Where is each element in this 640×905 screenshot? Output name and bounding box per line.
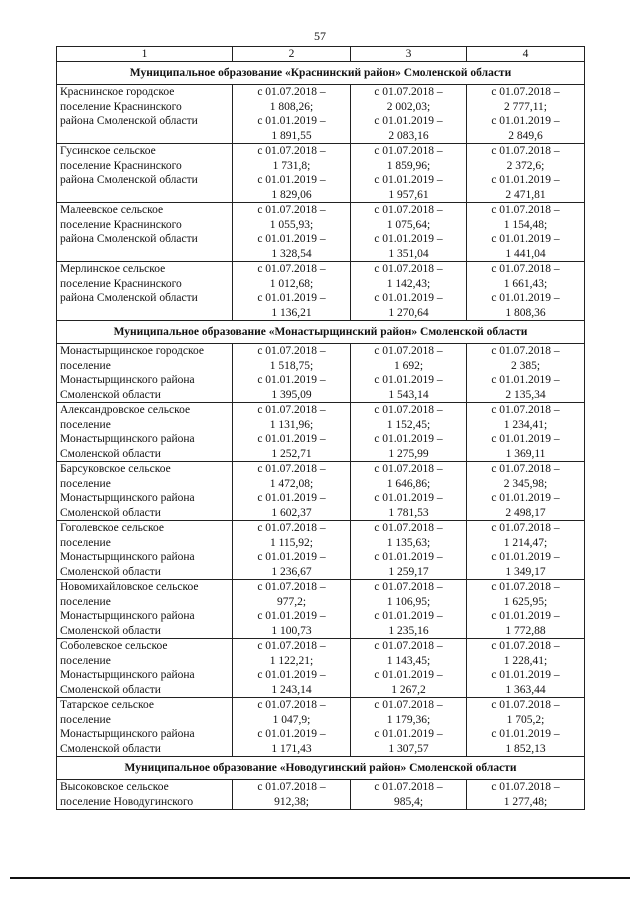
tariff-value-line: 1 277,48; (503, 795, 548, 808)
tariff-value-line: с 01.01.2019 – (491, 174, 560, 186)
tariff-value-line: 1 602,37 (271, 506, 312, 519)
tariff-value-line: с 01.07.2018 – (257, 781, 326, 793)
tariff-value-line: 1 957,61 (388, 188, 429, 201)
tariff-value-line: с 01.07.2018 – (374, 404, 443, 416)
page-number: 57 (314, 29, 326, 43)
tariff-cell-c2 (233, 85, 351, 144)
tariff-cell-c4 (467, 262, 585, 321)
tariff-value-line: с 01.01.2019 – (491, 492, 560, 504)
tariff-value-line: 1 106,95; (386, 595, 431, 608)
tariff-value-line: с 01.01.2019 – (491, 551, 560, 563)
tariff-value-line: с 01.07.2018 – (491, 699, 560, 711)
tariff-value-line: 1 252,71 (271, 447, 312, 460)
settlement-name-line: Монастырщинского района (60, 492, 195, 504)
tariff-value-line: 985,4; (393, 795, 424, 808)
tariff-cell-c2 (233, 580, 351, 639)
settlement-name-line: поселение Новодугинского (60, 795, 194, 808)
tariff-value-line: 2 385; (510, 359, 541, 372)
column-header: 3 (351, 47, 467, 62)
tariff-value-line: с 01.07.2018 – (491, 581, 560, 593)
table-row (57, 580, 585, 639)
tariff-value-line: 1 055,93; (269, 218, 314, 231)
tariff-value-line: с 01.01.2019 – (374, 233, 443, 245)
tariff-value-line: 1 646,86; (386, 477, 431, 490)
tariff-value-line: 2 372,6; (506, 159, 545, 172)
tariff-cell-c4 (467, 144, 585, 203)
tariff-value-line: 1 122,21; (269, 654, 314, 667)
settlement-name-line: района Смоленской области (60, 233, 198, 245)
tariff-value-line: 1 441,04 (505, 247, 546, 260)
table-row (57, 521, 585, 580)
settlement-name-cell (57, 780, 233, 810)
settlement-name-line: Высоковское сельское (60, 781, 169, 793)
tariff-value-line: с 01.07.2018 – (374, 581, 443, 593)
tariff-value-line: с 01.07.2018 – (257, 404, 326, 416)
tariff-value-line: с 01.01.2019 – (374, 115, 443, 127)
table-row (57, 698, 585, 757)
tariff-value-line: 1 270,64 (388, 306, 429, 319)
tariff-value-line: с 01.07.2018 – (374, 145, 443, 157)
tariff-value-line: с 01.07.2018 – (491, 404, 560, 416)
tariff-cell-c4 (467, 580, 585, 639)
page-bottom-rule (10, 877, 630, 879)
tariff-cell-c3 (351, 639, 467, 698)
settlement-name-line: Гусинское сельское (60, 145, 156, 157)
tariff-value-line: с 01.01.2019 – (491, 610, 560, 622)
tariff-cell-c3 (351, 462, 467, 521)
tariff-cell-c2 (233, 639, 351, 698)
tariff-value-line: 1 543,14 (388, 388, 429, 401)
tariff-value-line: с 01.07.2018 – (257, 204, 326, 216)
tariff-value-line: с 01.01.2019 – (374, 551, 443, 563)
tariff-value-line: с 01.01.2019 – (374, 492, 443, 504)
tariff-cell-c3 (351, 85, 467, 144)
tariff-cell-c3 (351, 580, 467, 639)
settlement-name-cell (57, 403, 233, 462)
table-row (57, 344, 585, 403)
tariff-value-line: с 01.01.2019 – (257, 115, 326, 127)
settlement-name-line: Монастырщинского района (60, 551, 195, 563)
tariff-value-line: с 01.01.2019 – (374, 433, 443, 445)
tariff-value-line: с 01.01.2019 – (374, 292, 443, 304)
settlement-name-line: Монастырщинское городское (60, 345, 204, 357)
settlement-name-line: Татарское сельское (60, 699, 154, 711)
tariff-value-line: с 01.07.2018 – (491, 522, 560, 534)
settlement-name-line: Монастырщинского района (60, 610, 195, 622)
tariff-value-line: с 01.07.2018 – (257, 263, 326, 275)
tariff-value-line: 1 179,36; (386, 713, 431, 726)
settlement-name-line: поселение (60, 654, 111, 667)
tariff-value-line: 1 518,75; (269, 359, 314, 372)
tariff-value-line: с 01.01.2019 – (491, 728, 560, 740)
section-title: Муниципальное образование «Монастырщинский район» Смоленской области (57, 321, 585, 344)
settlement-name-line: Смоленской области (60, 447, 161, 460)
tariff-value-line: 1 275,99 (388, 447, 429, 460)
tariff-value-line: 1 625,95; (503, 595, 548, 608)
tariff-value-line: с 01.07.2018 – (257, 699, 326, 711)
table-row (57, 462, 585, 521)
tariff-value-line: 2 471,81 (505, 188, 546, 201)
tariff-value-line: 1 328,54 (271, 247, 312, 260)
tariff-value-line: с 01.07.2018 – (491, 640, 560, 652)
settlement-name-cell (57, 85, 233, 144)
tariff-value-line: с 01.01.2019 – (257, 551, 326, 563)
tariff-cell-c2 (233, 698, 351, 757)
settlement-name-line: Барсуковское сельское (60, 463, 171, 475)
tariff-cell-c4 (467, 403, 585, 462)
settlement-name-line: поселение Краснинского (60, 100, 182, 113)
tariff-value-line: с 01.01.2019 – (257, 433, 326, 445)
tariff-value-line: с 01.07.2018 – (374, 204, 443, 216)
tariff-value-line: 1 891,55 (271, 129, 312, 142)
tariff-value-line: с 01.07.2018 – (491, 345, 560, 357)
tariff-value-line: 1 243,14 (271, 683, 312, 696)
tariff-cell-c2 (233, 403, 351, 462)
tariff-cell-c4 (467, 85, 585, 144)
tariff-value-line: 2 345,98; (503, 477, 548, 490)
column-header: 4 (467, 47, 585, 62)
tariff-value-line: 1 259,17 (388, 565, 429, 578)
tariff-value-line: с 01.01.2019 – (257, 174, 326, 186)
section-heading-row (57, 757, 585, 780)
tariff-value-line: с 01.01.2019 – (257, 610, 326, 622)
tariff-cell-c4 (467, 698, 585, 757)
settlement-name-line: поселение (60, 477, 111, 490)
tariff-value-line: 1 349,17 (505, 565, 546, 578)
tariff-value-line: 1 214,47; (503, 536, 548, 549)
tariff-value-line: с 01.01.2019 – (374, 669, 443, 681)
tariff-value-line: 1 136,21 (271, 306, 312, 319)
tariff-value-line: 1 369,11 (505, 447, 546, 460)
tariff-value-line: 1 142,43; (386, 277, 431, 290)
tariff-value-line: с 01.07.2018 – (374, 345, 443, 357)
tariff-value-line: 1 143,45; (386, 654, 431, 667)
tariff-value-line: с 01.01.2019 – (491, 292, 560, 304)
settlement-name-cell (57, 521, 233, 580)
tariff-value-line: 912,38; (274, 795, 309, 808)
tariff-value-line: 2 498,17 (505, 506, 546, 519)
tariff-cell-c4 (467, 462, 585, 521)
settlement-name-line: поселение (60, 359, 111, 372)
tariff-value-line: с 01.07.2018 – (257, 463, 326, 475)
tariff-value-line: с 01.01.2019 – (491, 374, 560, 386)
tariff-value-line: 1 047,9; (272, 713, 311, 726)
tariff-value-line: с 01.01.2019 – (257, 669, 326, 681)
tariff-value-line: 1 351,04 (388, 247, 429, 260)
tariff-cell-c3 (351, 203, 467, 262)
settlement-name-line: Гоголевское сельское (60, 522, 165, 534)
settlement-name-line: Монастырщинского района (60, 374, 195, 386)
tariff-value-line: 1 731,8; (272, 159, 311, 172)
settlement-name-cell (57, 639, 233, 698)
tariff-table (56, 46, 585, 810)
table-row (57, 403, 585, 462)
tariff-value-line: 1 808,36 (505, 306, 546, 319)
tariff-cell-c2 (233, 344, 351, 403)
tariff-cell-c3 (351, 262, 467, 321)
tariff-value-line: с 01.01.2019 – (374, 610, 443, 622)
tariff-cell-c2 (233, 462, 351, 521)
tariff-cell-c4 (467, 639, 585, 698)
tariff-value-line: с 01.01.2019 – (257, 374, 326, 386)
tariff-value-line: с 01.01.2019 – (491, 433, 560, 445)
settlement-name-line: поселение (60, 713, 111, 726)
tariff-value-line: 1 100,73 (271, 624, 312, 637)
settlement-name-line: Смоленской области (60, 624, 161, 637)
tariff-value-line: с 01.07.2018 – (491, 263, 560, 275)
tariff-value-line: с 01.07.2018 – (491, 86, 560, 98)
settlement-name-line: Мерлинское сельское (60, 263, 166, 275)
tariff-value-line: с 01.01.2019 – (374, 174, 443, 186)
tariff-value-line: с 01.07.2018 – (257, 86, 326, 98)
tariff-value-line: 1 781,53 (388, 506, 429, 519)
section-heading-row (57, 62, 585, 85)
tariff-cell-c2 (233, 262, 351, 321)
tariff-cell-c4 (467, 521, 585, 580)
settlement-name-line: Смоленской области (60, 742, 161, 755)
tariff-value-line: 2 777,11; (503, 100, 548, 113)
settlement-name-line: Новомихайловское сельское (60, 581, 199, 593)
tariff-value-line: 1 705,2; (506, 713, 545, 726)
tariff-value-line: с 01.07.2018 – (491, 781, 560, 793)
tariff-value-line: с 01.07.2018 – (491, 463, 560, 475)
tariff-value-line: с 01.07.2018 – (257, 640, 326, 652)
tariff-value-line: 1 859,96; (386, 159, 431, 172)
tariff-value-line: 1 171,43 (271, 742, 312, 755)
tariff-value-line: с 01.07.2018 – (374, 522, 443, 534)
tariff-value-line: 2 849,6 (508, 129, 543, 142)
settlement-name-line: Монастырщинского района (60, 669, 195, 681)
tariff-cell-c3 (351, 403, 467, 462)
tariff-value-line: 1 075,64; (386, 218, 431, 231)
settlement-name-line: Смоленской области (60, 683, 161, 696)
tariff-cell-c2 (233, 780, 351, 810)
settlement-name-cell (57, 203, 233, 262)
tariff-value-line: 1 236,67 (271, 565, 312, 578)
settlement-name-cell (57, 462, 233, 521)
tariff-value-line: с 01.07.2018 – (374, 699, 443, 711)
table-row (57, 780, 585, 810)
tariff-value-line: 2 083,16 (388, 129, 429, 142)
tariff-value-line: 1 235,16 (388, 624, 429, 637)
settlement-name-cell (57, 262, 233, 321)
tariff-cell-c3 (351, 344, 467, 403)
tariff-value-line: с 01.01.2019 – (491, 669, 560, 681)
tariff-value-line: с 01.01.2019 – (257, 233, 326, 245)
settlement-name-cell (57, 580, 233, 639)
table-header-row (57, 47, 585, 62)
tariff-value-line: с 01.07.2018 – (374, 86, 443, 98)
tariff-value-line: 1 692; (393, 359, 424, 372)
settlement-name-line: Монастырщинского района (60, 728, 195, 740)
tariff-cell-c2 (233, 203, 351, 262)
tariff-value-line: 1 234,41; (503, 418, 548, 431)
table-row (57, 85, 585, 144)
settlement-name-cell (57, 698, 233, 757)
tariff-value-line: с 01.07.2018 – (257, 581, 326, 593)
settlement-name-line: Монастырщинского района (60, 433, 195, 445)
tariff-cell-c3 (351, 780, 467, 810)
tariff-cell-c3 (351, 521, 467, 580)
tariff-value-line: с 01.01.2019 – (257, 492, 326, 504)
table-row (57, 639, 585, 698)
tariff-value-line: с 01.07.2018 – (491, 204, 560, 216)
tariff-value-line: с 01.01.2019 – (491, 115, 560, 127)
tariff-cell-c3 (351, 144, 467, 203)
tariff-value-line: с 01.07.2018 – (257, 145, 326, 157)
tariff-value-line: 1 115,92; (269, 536, 314, 549)
tariff-value-line: 1 772,88 (505, 624, 546, 637)
settlement-name-line: района Смоленской области (60, 174, 198, 186)
tariff-value-line: 1 852,13 (505, 742, 546, 755)
tariff-value-line: с 01.01.2019 – (257, 292, 326, 304)
tariff-cell-c2 (233, 521, 351, 580)
tariff-value-line: 1 152,45; (386, 418, 431, 431)
tariff-value-line: с 01.01.2019 – (491, 233, 560, 245)
tariff-value-line: 2 135,34 (505, 388, 546, 401)
tariff-value-line: с 01.01.2019 – (374, 374, 443, 386)
section-title: Муниципальное образование «Краснинский район» Смоленской области (57, 62, 585, 85)
settlement-name-line: Смоленской области (60, 565, 161, 578)
tariff-value-line: с 01.07.2018 – (374, 263, 443, 275)
tariff-value-line: с 01.07.2018 – (374, 463, 443, 475)
settlement-name-cell (57, 344, 233, 403)
settlement-name-line: Краснинское городское (60, 86, 175, 98)
table-row (57, 144, 585, 203)
tariff-value-line: 1 267,2 (391, 683, 426, 696)
tariff-cell-c4 (467, 344, 585, 403)
settlement-name-line: поселение (60, 418, 111, 431)
settlement-name-line: района Смоленской области (60, 292, 198, 304)
tariff-cell-c4 (467, 203, 585, 262)
tariff-value-line: 1 829,06 (271, 188, 312, 201)
section-title: Муниципальное образование «Новодугинский район» Смоленской области (57, 757, 585, 780)
section-heading-row (57, 321, 585, 344)
tariff-value-line: 1 012,68; (269, 277, 314, 290)
table-row (57, 262, 585, 321)
tariff-value-line: с 01.01.2019 – (374, 728, 443, 740)
tariff-value-line: 1 154,48; (503, 218, 548, 231)
settlement-name-line: Смоленской области (60, 506, 161, 519)
tariff-value-line: с 01.07.2018 – (374, 781, 443, 793)
settlement-name-line: поселение (60, 595, 111, 608)
tariff-value-line: 1 135,63; (386, 536, 431, 549)
tariff-value-line: с 01.07.2018 – (257, 522, 326, 534)
settlement-name-line: поселение Краснинского (60, 218, 182, 231)
settlement-name-cell (57, 144, 233, 203)
tariff-value-line: 1 228,41; (503, 654, 548, 667)
settlement-name-line: Малеевское сельское (60, 204, 164, 216)
settlement-name-line: Александровское сельское (60, 404, 191, 416)
tariff-value-line: 1 363,44 (505, 683, 546, 696)
tariff-value-line: 1 808,26; (269, 100, 314, 113)
tariff-value-line: 1 661,43; (503, 277, 548, 290)
tariff-value-line: 1 307,57 (388, 742, 429, 755)
settlement-name-line: поселение Краснинского (60, 159, 182, 172)
tariff-value-line: 1 131,96; (269, 418, 314, 431)
settlement-name-line: Смоленской области (60, 388, 161, 401)
tariff-value-line: с 01.07.2018 – (491, 145, 560, 157)
tariff-value-line: 2 002,03; (386, 100, 431, 113)
tariff-value-line: с 01.07.2018 – (257, 345, 326, 357)
tariff-value-line: 1 472,08; (269, 477, 314, 490)
settlement-name-line: поселение (60, 536, 111, 549)
table-row (57, 203, 585, 262)
column-header: 1 (57, 47, 233, 62)
tariff-cell-c3 (351, 698, 467, 757)
tariff-cell-c4 (467, 780, 585, 810)
settlement-name-line: поселение Краснинского (60, 277, 182, 290)
tariff-value-line: с 01.07.2018 – (374, 640, 443, 652)
settlement-name-line: Соболевское сельское (60, 640, 168, 652)
settlement-name-line: района Смоленской области (60, 115, 198, 127)
tariff-value-line: 1 395,09 (271, 388, 312, 401)
tariff-value-line: с 01.01.2019 – (257, 728, 326, 740)
column-header: 2 (233, 47, 351, 62)
tariff-value-line: 977,2; (276, 595, 307, 608)
tariff-cell-c2 (233, 144, 351, 203)
